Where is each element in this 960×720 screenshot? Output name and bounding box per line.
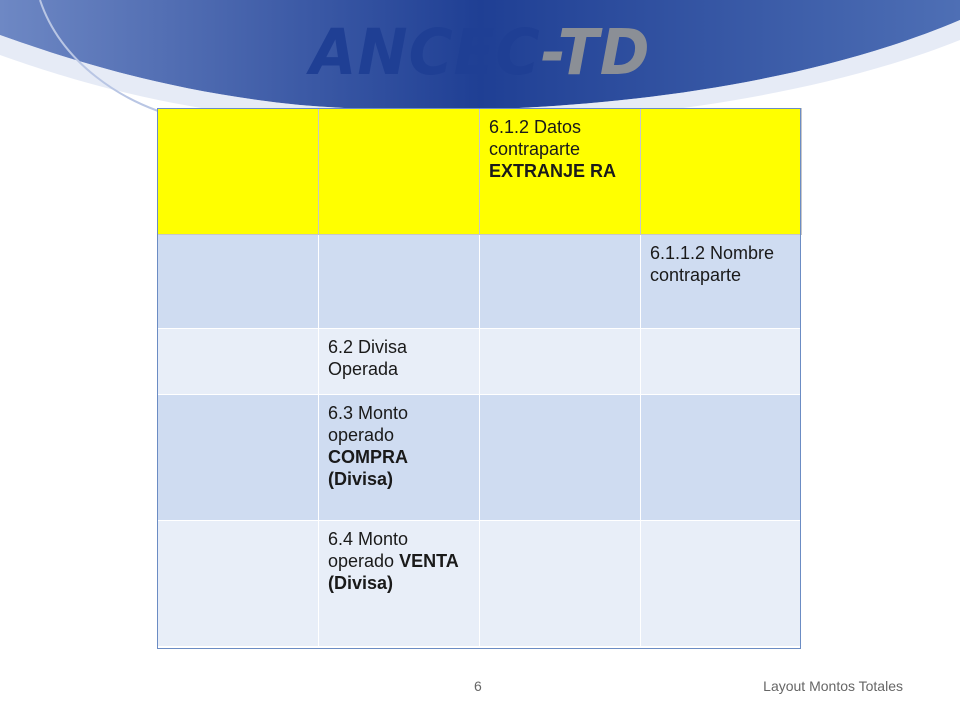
- table-cell: 6.2 Divisa Operada: [319, 329, 480, 395]
- table-cell: [480, 329, 641, 395]
- page-number: 6: [474, 678, 482, 694]
- table-cell: 6.3 Monto operado COMPRA (Divisa): [319, 395, 480, 521]
- table-cell: [158, 235, 319, 329]
- table-cell: [641, 395, 802, 521]
- table-cell: [158, 521, 319, 647]
- logo-text: [310, 16, 651, 90]
- table-cell: [158, 329, 319, 395]
- table-cell: 6.1.1.2 Nombre contraparte: [641, 235, 802, 329]
- layout-table: [157, 108, 802, 647]
- table-cell: [480, 521, 641, 647]
- logo-main: ANCEC: [310, 16, 541, 90]
- footer-title: Layout Montos Totales: [763, 678, 903, 694]
- table-cell: [480, 235, 641, 329]
- table-cell: [641, 329, 802, 395]
- logo-suffix: -TD: [540, 16, 651, 90]
- table-cell: [158, 109, 319, 235]
- table-cell: [158, 395, 319, 521]
- table-cell: 6.1.2 Datos contraparte EXTRANJE RA: [480, 109, 641, 235]
- table-row: [158, 395, 802, 521]
- table-cell: 6.4 Monto operado VENTA (Divisa): [319, 521, 480, 647]
- table-cell: [641, 109, 802, 235]
- table-row: [158, 521, 802, 647]
- ancec-td-logo: [300, 14, 660, 94]
- table-cell: [319, 109, 480, 235]
- table-cell: [319, 235, 480, 329]
- table-cell: [641, 521, 802, 647]
- table-row: [158, 109, 802, 235]
- table-cell: [480, 395, 641, 521]
- table-row: [158, 329, 802, 395]
- table-row: [158, 235, 802, 329]
